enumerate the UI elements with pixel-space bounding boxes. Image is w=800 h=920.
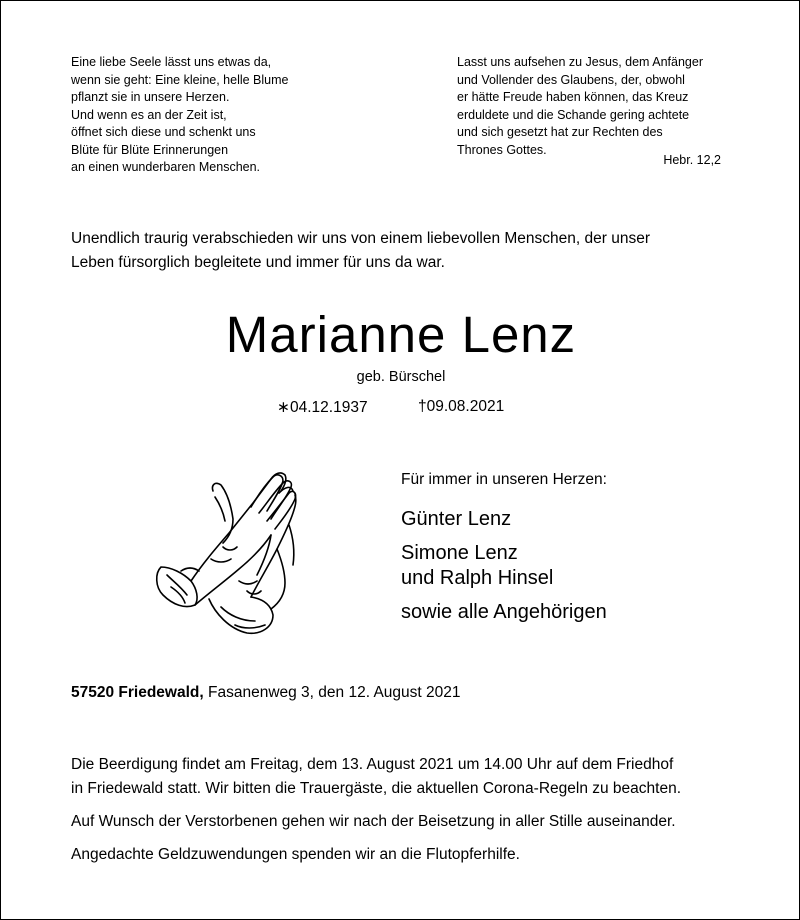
place-city: 57520 Friedewald, [71, 684, 204, 701]
poem-line: öffnet sich diese und schenkt uns [71, 125, 256, 139]
place-address-date: Fasanenweg 3, den 12. August 2021 [203, 684, 461, 701]
family-list [401, 507, 761, 634]
birth-star-icon: ∗ [277, 399, 290, 416]
family-member [401, 600, 761, 625]
birth-name: geb. Bürschel [356, 369, 446, 385]
funeral-info-line: in Friedewald statt. Wir bitten die Trauergäste, die aktuellen Corona-Regeln zu beachten. [71, 780, 682, 797]
family-member [401, 507, 761, 532]
death-date: 09.08.2021 [426, 398, 505, 415]
intro-line: Leben fürsorglich begleitete und immer für uns da war. [71, 254, 445, 271]
birth-date: 04.12.1937 [290, 399, 368, 416]
family-member-line: sowie alle Angehörigen [401, 601, 607, 623]
place-and-date [71, 684, 461, 702]
death-date-block [418, 398, 504, 416]
poem-line: Eine liebe Seele lässt uns etwas da, [71, 55, 272, 69]
family-member-line: Simone Lenz [401, 542, 518, 564]
farewell-wish: Auf Wunsch der Verstorbenen gehen wir nach der Beisetzung in aller Stille auseinander. [71, 813, 676, 830]
verse-line: und Vollender des Glaubens, der, obwohl [457, 72, 685, 87]
poem [71, 54, 401, 177]
funeral-info [71, 753, 771, 801]
praying-hands-icon [151, 463, 311, 635]
birth-date-block [277, 398, 368, 417]
cross-icon: † [418, 398, 427, 415]
verse-reference: Hebr. 12,2 [663, 153, 721, 167]
family-intro: Für immer in unseren Herzen: [401, 471, 607, 488]
verse-line: Lasst uns aufsehen zu Jesus, dem Anfänger [457, 55, 703, 69]
poem-line: wenn sie geht: Eine kleine, helle Blume [71, 72, 289, 87]
deceased-name: Marianne Lenz [225, 306, 577, 363]
family-member [401, 541, 761, 591]
verse-line: erduldete und die Schande gering achtete [457, 107, 690, 122]
funeral-info-line: Die Beerdigung findet am Freitag, dem 13. August 2021 um 14.00 Uhr auf dem Friedhof [71, 756, 674, 773]
bible-verse [457, 54, 757, 159]
poem-line: pflanzt sie in unsere Herzen. [71, 90, 230, 104]
poem-line: Blüte für Blüte Erinnerungen [71, 142, 229, 157]
intro-line: Unendlich traurig verabschieden wir uns von einem liebevollen Menschen, der unser [71, 230, 650, 247]
funeral-notes [71, 753, 771, 876]
verse-line: Thrones Gottes. [457, 142, 547, 157]
donation-note: Angedachte Geldzuwendungen spenden wir an die Flutopferhilfe. [71, 846, 520, 863]
poem-line: an einen wunderbaren Menschen. [71, 160, 261, 174]
verse-line: und sich gesetzt hat zur Rechten des [457, 125, 663, 139]
poem-line: Und wenn es an der Zeit ist, [71, 107, 227, 122]
verse-line: er hätte Freude haben können, das Kreuz [457, 90, 689, 104]
family-member-line: Günter Lenz [401, 508, 512, 530]
family-member-line: und Ralph Hinsel [401, 567, 554, 589]
intro-text [71, 227, 751, 275]
